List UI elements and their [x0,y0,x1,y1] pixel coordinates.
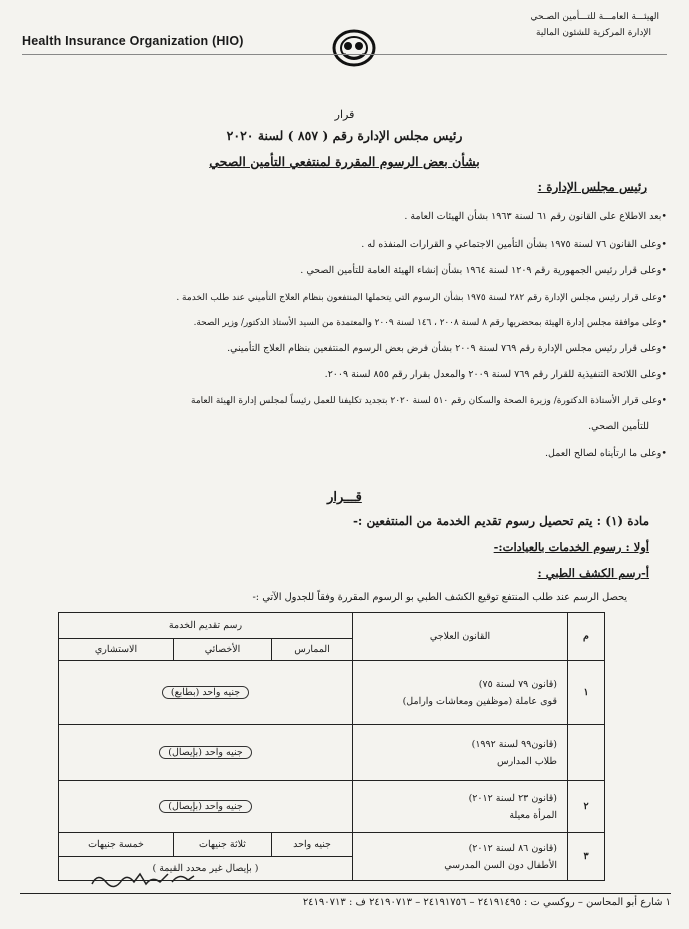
subcol-specialist: الأخصائي [173,639,271,661]
header-divider [22,54,667,55]
preamble-item: •وعلى قرار الأستاذة الدكتورة/ وزيرة الصحة والسكان رقم ٥١٠ لسنة ٢٠٢٠ بتجديد تكليفنا للعمل رئيساً لمجلس إدارة الهيئة العامة [191,396,667,406]
fee-note: ( بإيصال غير محدد القيمة ) [59,857,353,881]
section-a1-heading: أ-رسم الكشف الطبي : [537,566,649,580]
fee-value: جنيه واحد (بإيصال) [159,746,251,759]
footer-divider [20,893,671,894]
row-number: ١ [568,661,605,725]
law-reference: (قانون٩٩ لسنة ١٩٩٢) [471,738,557,750]
preamble-item: •وعلى اللائحة التنفيذية للقرار رقم ٧٦٩ لسنة ٢٠٠٩ والمعدل بقرار رقم ٨٥٥ لسنة ٢٠٠٩. [324,369,667,380]
table-row [59,833,605,857]
preamble-item: •وعلى القانون ٧٦ لسنة ١٩٧٥ بشأن التأمين الاجتماعي و القرارات المنفذه له . [361,239,667,250]
row-number [568,725,605,781]
row-law [353,781,568,833]
row-law [353,661,568,725]
col-header-number: م [568,613,605,661]
hio-logo [330,28,378,68]
fee-general: جنيه واحد [272,833,353,857]
fee-value: جنيه واحد (بإيصال) [159,800,251,813]
law-beneficiaries: قوى عاملة (موظفين ومعاشات وارامل) [402,695,557,707]
preamble-item: •بعد الاطلاع على القانون رقم ٦١ لسنة ١٩٦٣ بشأن الهيئات العامة . [404,211,667,222]
law-beneficiaries: الأطفال دون السن المدرسي [444,859,557,871]
footer-address: ١ شارع أبو المحاسن – روكسي ت : ٢٤١٩١٤٩٥ – ٢٤١٩١٧٥٦ – ٢٤١٩٠٧١٣ ف : ٢٤١٩٠٧١٣ [302,897,671,908]
preamble-item: •وعلى قرار رئيس مجلس الإدارة رقم ٧٦٩ لسنة ٢٠٠٩ بشأن فرض بعض الرسوم المنتفعين بنظام العلاج التأميني. [227,343,667,354]
row-fee [59,781,353,833]
law-reference: (قانون ٢٣ لسنة ٢٠١٢) [468,792,557,804]
preamble-item: •وعلى ما ارتأيناه لصالح العمل. [544,448,667,459]
col-header-fee: رسم تقديم الخدمة [59,613,353,639]
subcol-consultant: الاستشاري [59,639,174,661]
law-beneficiaries: طلاب المدارس [496,755,557,767]
fee-specialist: ثلاثة جنيهات [173,833,271,857]
row-law [353,833,568,881]
table-intro: يحصل الرسم عند طلب المنتفع توقيع الكشف الطبي بو الرسوم المقررة وفقاً للجدول الآتي :- [252,592,627,603]
preamble-item: •وعلى موافقة مجلس إدارة الهيئة بمحضريها رقم ٨ لسنة ٢٠٠٨ ، ١٤٦ لسنة ٢٠٠٩ والمعتمدة من السيد الأستاذ الدكتور/ وزير الصحة. [193,318,667,328]
col-header-law: القانون العلاجي [353,613,568,661]
row-fee [59,725,353,781]
row-number: ٢ [568,781,605,833]
row-number: ٣ [568,833,605,881]
law-beneficiaries: المرأة معيلة [509,809,557,821]
preamble-item: للتأمين الصحي. [588,421,649,432]
department-name-arabic: الإدارة المركزية للشئون المالية [536,28,651,38]
table-row [59,781,605,833]
table-row [59,725,605,781]
preamble-item: •وعلى قرار رئيس الجمهورية رقم ١٢٠٩ لسنة ١٩٦٤ بشأن إنشاء الهيئة العامة للتأمين الصحي . [300,265,667,276]
law-reference: (قانون ٧٩ لسنة ٧٥) [478,678,557,690]
decision-number: رئيس مجلس الإدارة رقم ( ٨٥٧ ) لسنة ٢٠٢٠ [226,128,463,143]
section-a-heading: أولا : رسوم الخدمات بالعيادات:- [493,540,649,554]
fee-value: جنيه واحد (بطابع) [162,686,249,699]
article-1: مادة (١) : يتم تحصيل رسوم تقديم الخدمة من المنتفعين :- [352,514,649,528]
org-name-english: Health Insurance Organization (HIO) [22,34,244,48]
row-law [353,725,568,781]
preamble-item: •وعلى قرار رئيس مجلس الإدارة رقم ٢٨٢ لسنة ١٩٧٥ بشأن الرسوم التي يتحملها المنتفعون بنظام العلاج التأميني عند طلب الخدمة . [176,293,667,303]
table-row [59,661,605,725]
handwritten-signature [88,868,198,894]
decision-heading: قـــرار [327,490,362,505]
row-fee [59,661,353,725]
fee-table [58,612,605,881]
subcol-general: الممارس [272,639,353,661]
law-reference: (قانون ٨٦ لسنة ٢٠١٢) [468,842,557,854]
decision-label: قرار [334,108,355,121]
org-name-arabic: الهيئـــة العامـــة للتـــأمين الصـحي [530,12,659,22]
preamble-heading: رئيس مجلس الإدارة : [537,180,647,194]
decision-subject: بشأن بعض الرسوم المقررة لمنتفعي التأمين الصحي [209,154,480,169]
fee-consultant: خمسة جنيهات [59,833,174,857]
